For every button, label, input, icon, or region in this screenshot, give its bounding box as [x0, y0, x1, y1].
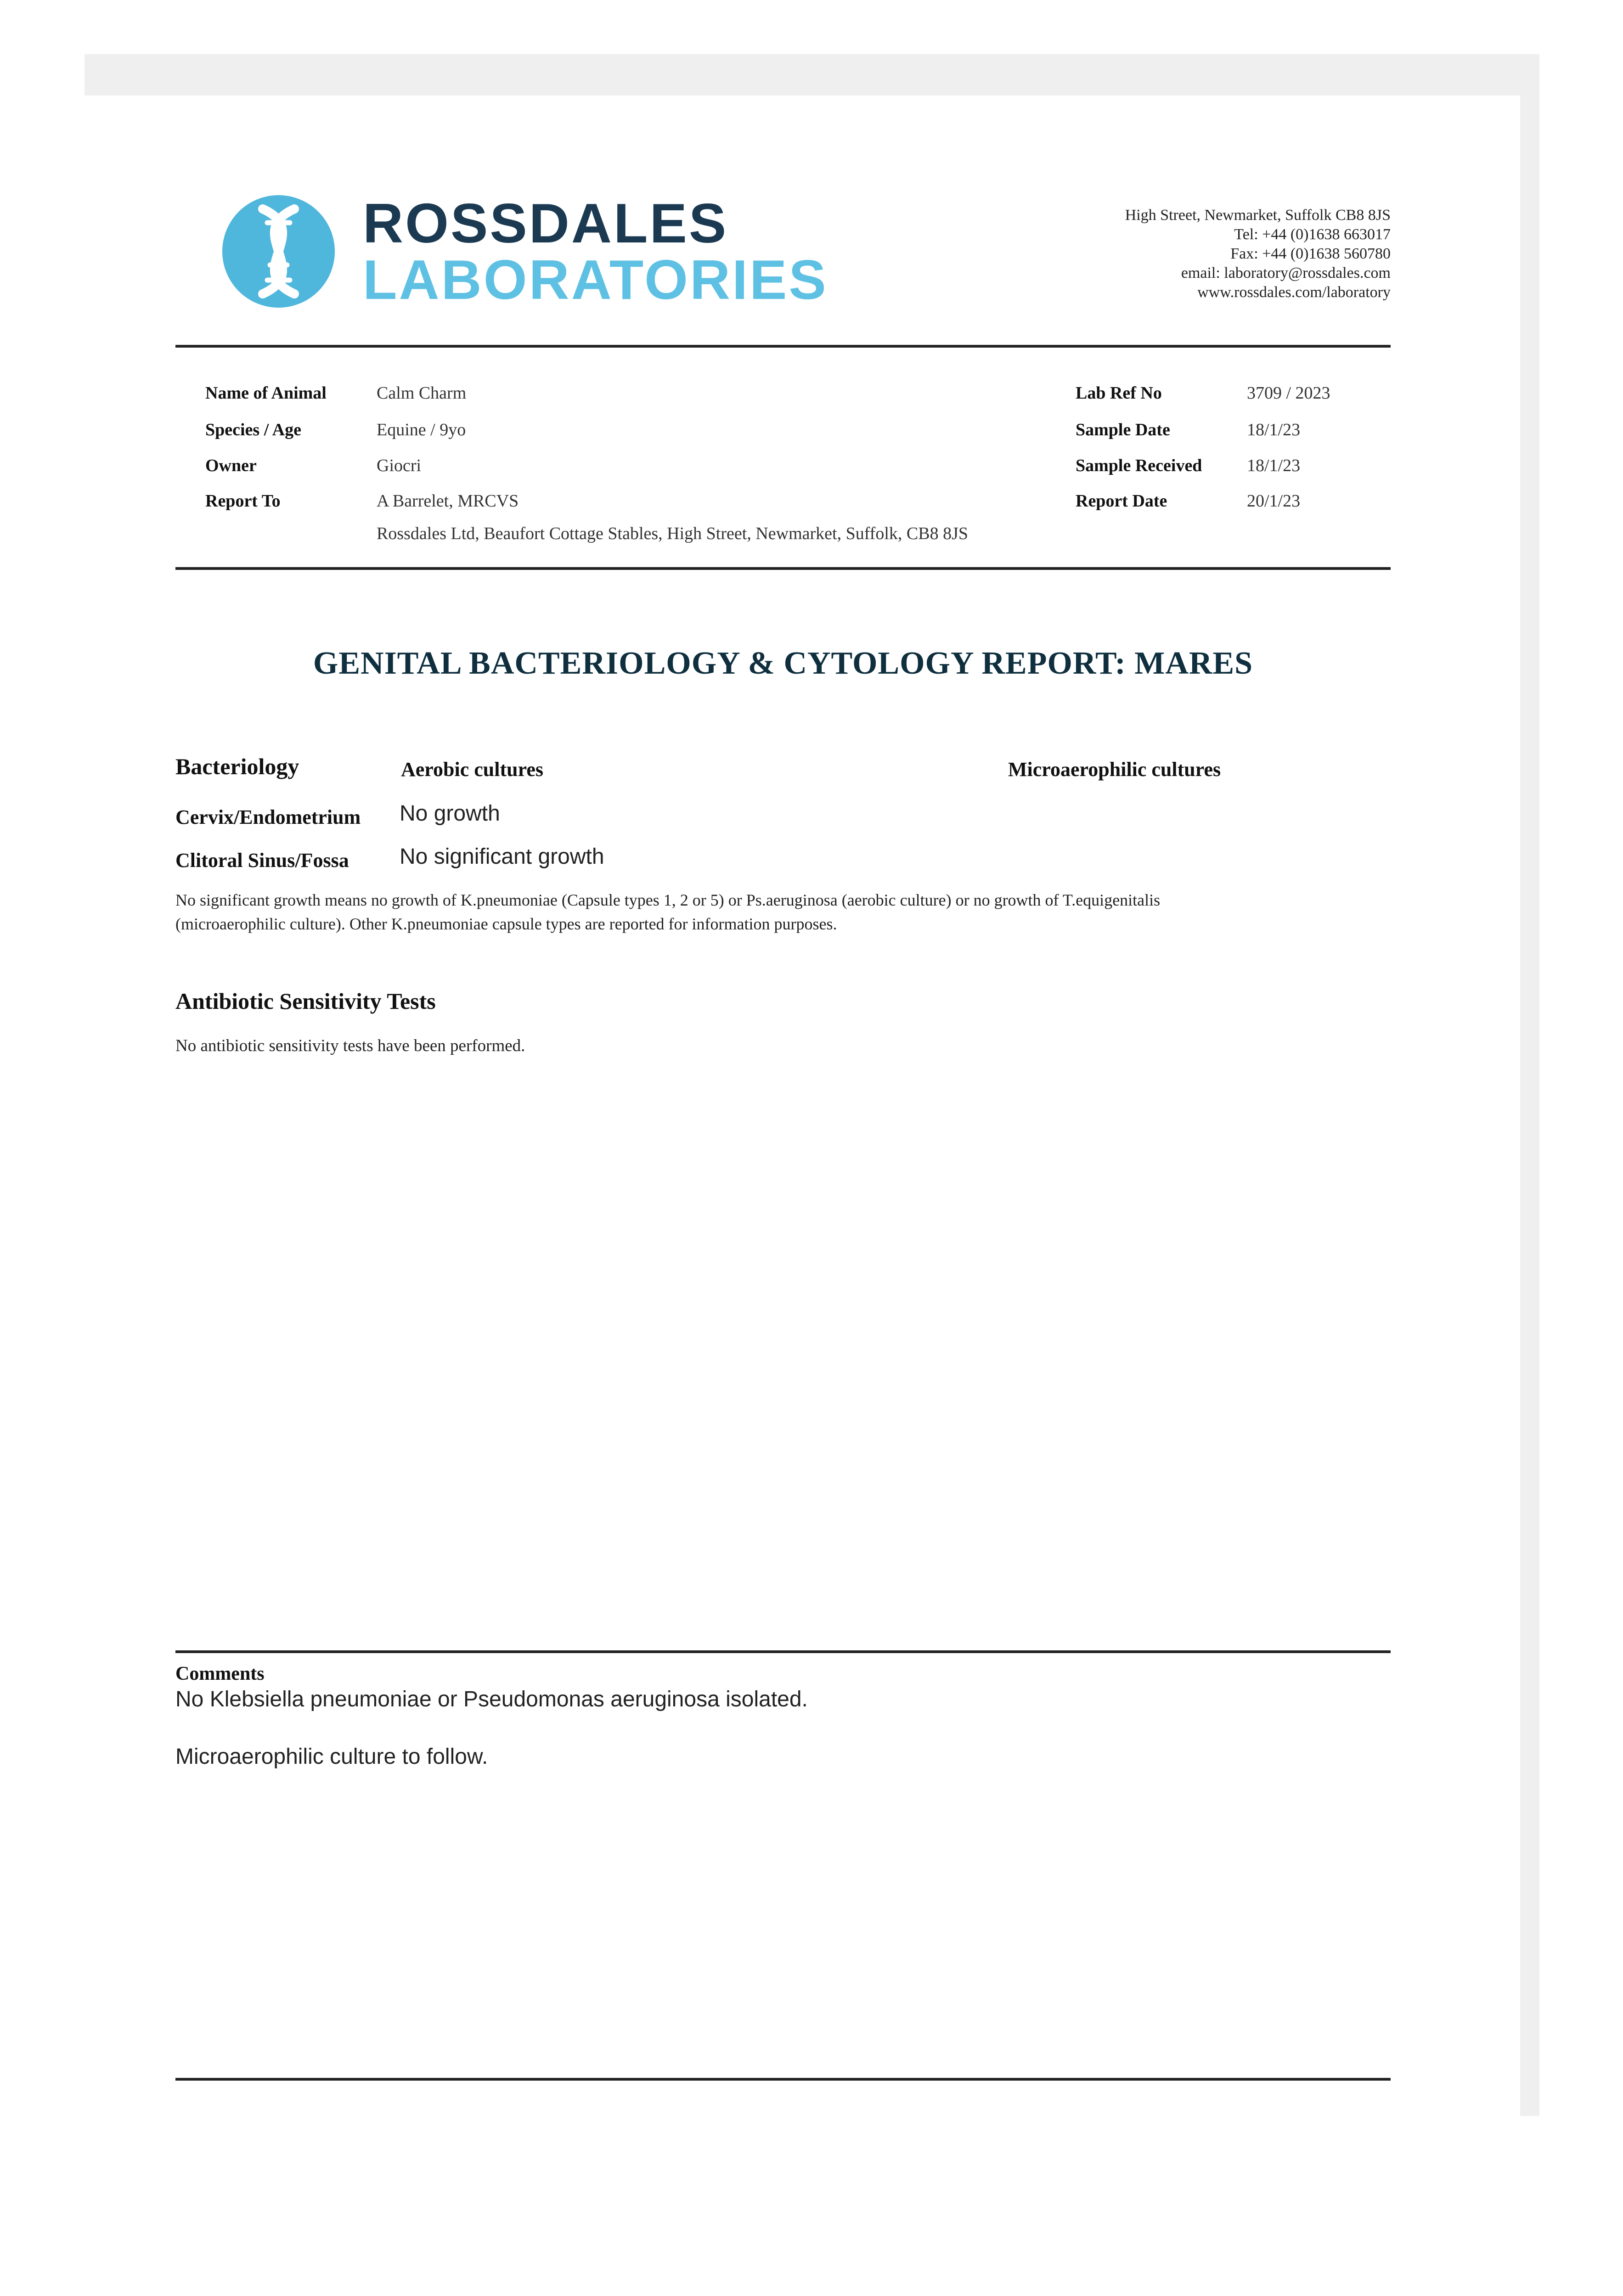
address-website: www.rossdales.com/laboratory — [1197, 284, 1391, 301]
scan-right-border — [1520, 54, 1539, 2116]
report-date-label: Report Date — [1076, 491, 1167, 511]
aerobic-cultures-heading: Aerobic cultures — [401, 758, 543, 781]
logo-name-line1: ROSSDALES — [363, 192, 728, 254]
report-to-label: Report To — [205, 491, 281, 511]
microaerophilic-cultures-heading: Microaerophilic cultures — [1008, 758, 1221, 781]
result-aerobic-clitoral: No significant growth — [400, 844, 604, 869]
species-age-value: Equine / 9yo — [377, 420, 466, 439]
address-tel: Tel: +44 (0)1638 663017 — [1234, 226, 1391, 243]
growth-note-line2: (microaerophilic culture). Other K.pneumoniae capsule types are reported for information purposes. — [175, 915, 837, 933]
report-date-value: 20/1/23 — [1247, 491, 1301, 511]
comments-heading: Comments — [175, 1663, 265, 1684]
comment-line-2: Microaerophilic culture to follow. — [175, 1745, 488, 1769]
sample-received-label: Sample Received — [1076, 456, 1202, 475]
result-site-clitoral: Clitoral Sinus/Fossa — [175, 849, 349, 872]
sample-date-label: Sample Date — [1076, 420, 1170, 439]
comment-line-1: No Klebsiella pneumoniae or Pseudomonas aeruginosa isolated. — [175, 1687, 808, 1711]
lab-address-block — [1125, 206, 1391, 302]
sample-received-value: 18/1/23 — [1247, 456, 1301, 475]
patient-info-divider — [175, 567, 1391, 570]
sample-date-value: 18/1/23 — [1247, 420, 1301, 439]
lab-ref-value: 3709 / 2023 — [1247, 383, 1330, 403]
bacteriology-heading: Bacteriology — [175, 754, 299, 779]
result-aerobic-cervix: No growth — [400, 801, 500, 826]
footer-divider — [175, 2078, 1391, 2081]
species-age-label: Species / Age — [205, 420, 301, 439]
antibiotic-heading: Antibiotic Sensitivity Tests — [175, 988, 436, 1014]
name-of-animal-value: Calm Charm — [377, 383, 467, 403]
owner-value: Giocri — [377, 456, 422, 475]
owner-label: Owner — [205, 456, 257, 475]
dna-logo-icon — [222, 195, 335, 308]
name-of-animal-label: Name of Animal — [205, 383, 327, 403]
report-title: GENITAL BACTERIOLOGY & CYTOLOGY REPORT: MARES — [313, 646, 1253, 681]
growth-note-line1: No significant growth means no growth of K.pneumoniae (Capsule types 1, 2 or 5) or Ps.aeruginosa (aerobic culture) or no growth of T.equigenitalis — [175, 891, 1161, 909]
antibiotic-text: No antibiotic sensitivity tests have been performed. — [175, 1036, 525, 1055]
scan-top-border — [85, 54, 1539, 96]
report-to-address: Rossdales Ltd, Beaufort Cottage Stables, High Street, Newmarket, Suffolk, CB8 8JS — [377, 524, 968, 543]
address-street: High Street, Newmarket, Suffolk CB8 8JS — [1125, 207, 1391, 224]
report-to-value: A Barrelet, MRCVS — [377, 491, 519, 511]
result-site-cervix: Cervix/Endometrium — [175, 806, 361, 828]
address-fax: Fax: +44 (0)1638 560780 — [1230, 245, 1391, 262]
lab-ref-label: Lab Ref No — [1076, 383, 1162, 403]
header-divider — [175, 345, 1391, 348]
comments-divider — [175, 1650, 1391, 1653]
logo-name-line2: LABORATORIES — [363, 248, 828, 311]
growth-definition-note — [175, 888, 1397, 936]
address-email: email: laboratory@rossdales.com — [1181, 264, 1391, 281]
